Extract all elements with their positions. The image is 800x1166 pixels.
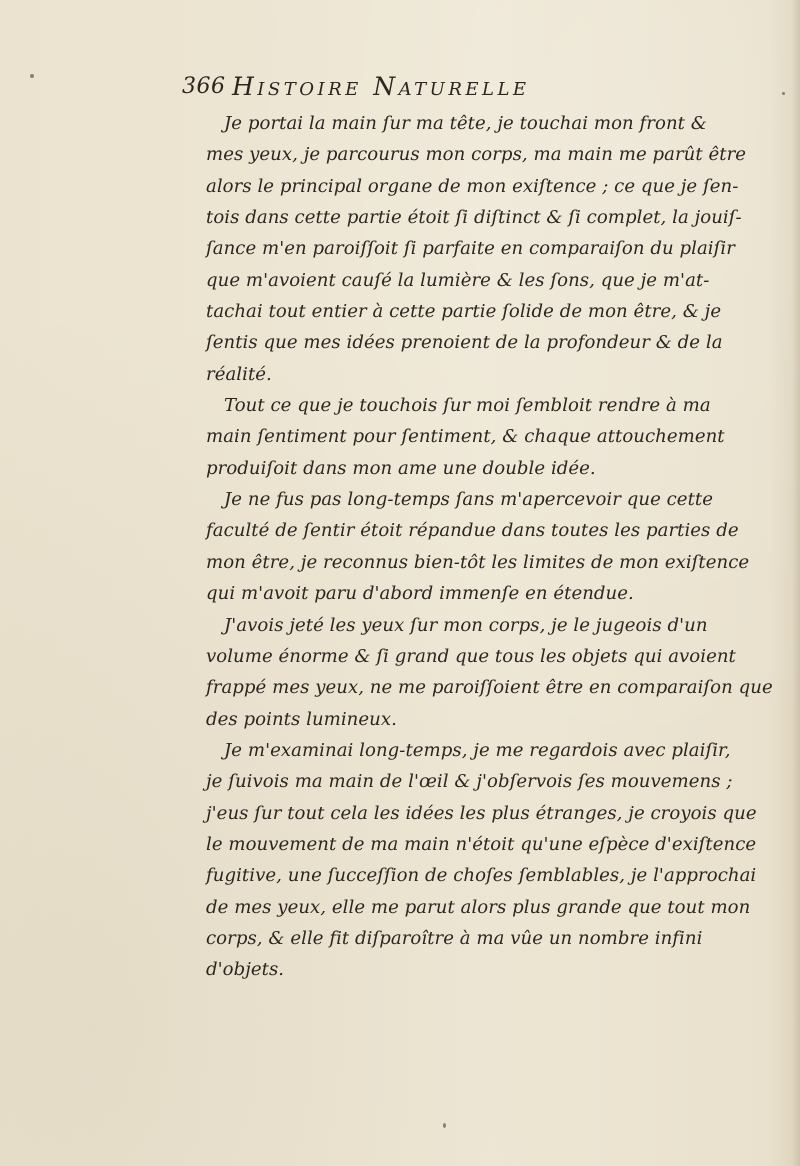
page-number: 366 <box>182 74 226 99</box>
text-line: mon être, je reconnus bien-tôt les limites de mon exiſtence <box>206 551 750 573</box>
text-line: Je m'examinai long-temps, je me regardois avec plaiſir, <box>224 739 731 761</box>
text-line: tois dans cette partie étoit ſi diſtinct & ſi complet, la jouiſ- <box>206 207 742 229</box>
text-line: d'objets. <box>206 959 285 981</box>
text-line: Tout ce que je touchois ſur moi ſembloit rendre à ma <box>224 395 711 417</box>
text-line: fugitive, une ſucceſſion de choſes ſemblables, je l'approchai <box>206 865 757 887</box>
text-line: ſentis que mes idées prenoient de la profondeur & de la <box>206 332 723 354</box>
text-line: des points lumineux. <box>206 708 397 730</box>
page-edge-shadow <box>792 0 800 1166</box>
text-line: de mes yeux, elle me parut alors plus grande que tout mon <box>206 896 751 918</box>
text-line: réalité. <box>206 363 272 385</box>
ink-fleck <box>782 92 785 95</box>
text-line: tachai tout entier à cette partie ſolide de mon être, & je <box>206 301 722 323</box>
text-line: faculté de ſentir étoit répandue dans toutes les parties de <box>206 520 739 542</box>
text-line: volume énorme & ſi grand que tous les objets qui avoient <box>206 645 736 667</box>
text-line: qui m'avoit paru d'abord immenſe en étendue. <box>206 583 634 605</box>
text-line: que m'avoient cauſé la lumière & les ſons, que je m'at- <box>206 269 710 291</box>
text-line: Je ne fus pas long-temps ſans m'apercevoir que cette <box>224 489 713 511</box>
paragraph <box>206 735 757 986</box>
body-text <box>206 108 773 986</box>
text-line: le mouvement de ma main n'étoit qu'une eſpèce d'exiſtence <box>206 833 757 855</box>
text-line: main ſentiment pour ſentiment, & chaque attouchement <box>206 426 725 448</box>
ink-fleck <box>443 1123 446 1128</box>
paragraph <box>206 610 773 735</box>
paragraph <box>206 390 748 484</box>
text-line: produiſoit dans mon ame une double idée. <box>206 457 596 479</box>
text-line: je ſuivois ma main de l'œil & j'obſervois ſes mouvemens ; <box>206 771 733 793</box>
text-line: alors le principal organe de mon exiſtence ; ce que je ſen- <box>206 175 739 197</box>
text-line: J'avois jeté les yeux ſur mon corps, je le jugeois d'un <box>224 614 708 636</box>
text-line: mes yeux, je parcourus mon corps, ma main me parût être <box>206 144 747 166</box>
text-line: Je portai la main ſur ma tête, je touchai mon front & <box>224 113 707 134</box>
page-header <box>182 72 642 104</box>
ink-fleck <box>30 74 34 78</box>
paragraph <box>206 108 748 390</box>
text-line: ſance m'en paroiſſoit ſi parfaite en comparaiſon du plaiſir <box>206 238 735 260</box>
text-line: frappé mes yeux, ne me paroiſſoient être en comparaiſon que <box>206 677 773 699</box>
paragraph <box>206 484 748 609</box>
running-title: Histoire Naturelle <box>232 72 530 101</box>
text-line: corps, & elle fit diſparoître à ma vûe un nombre infini <box>206 927 703 949</box>
text-line: j'eus ſur tout cela les idées les plus étranges, je croyois que <box>206 802 757 824</box>
